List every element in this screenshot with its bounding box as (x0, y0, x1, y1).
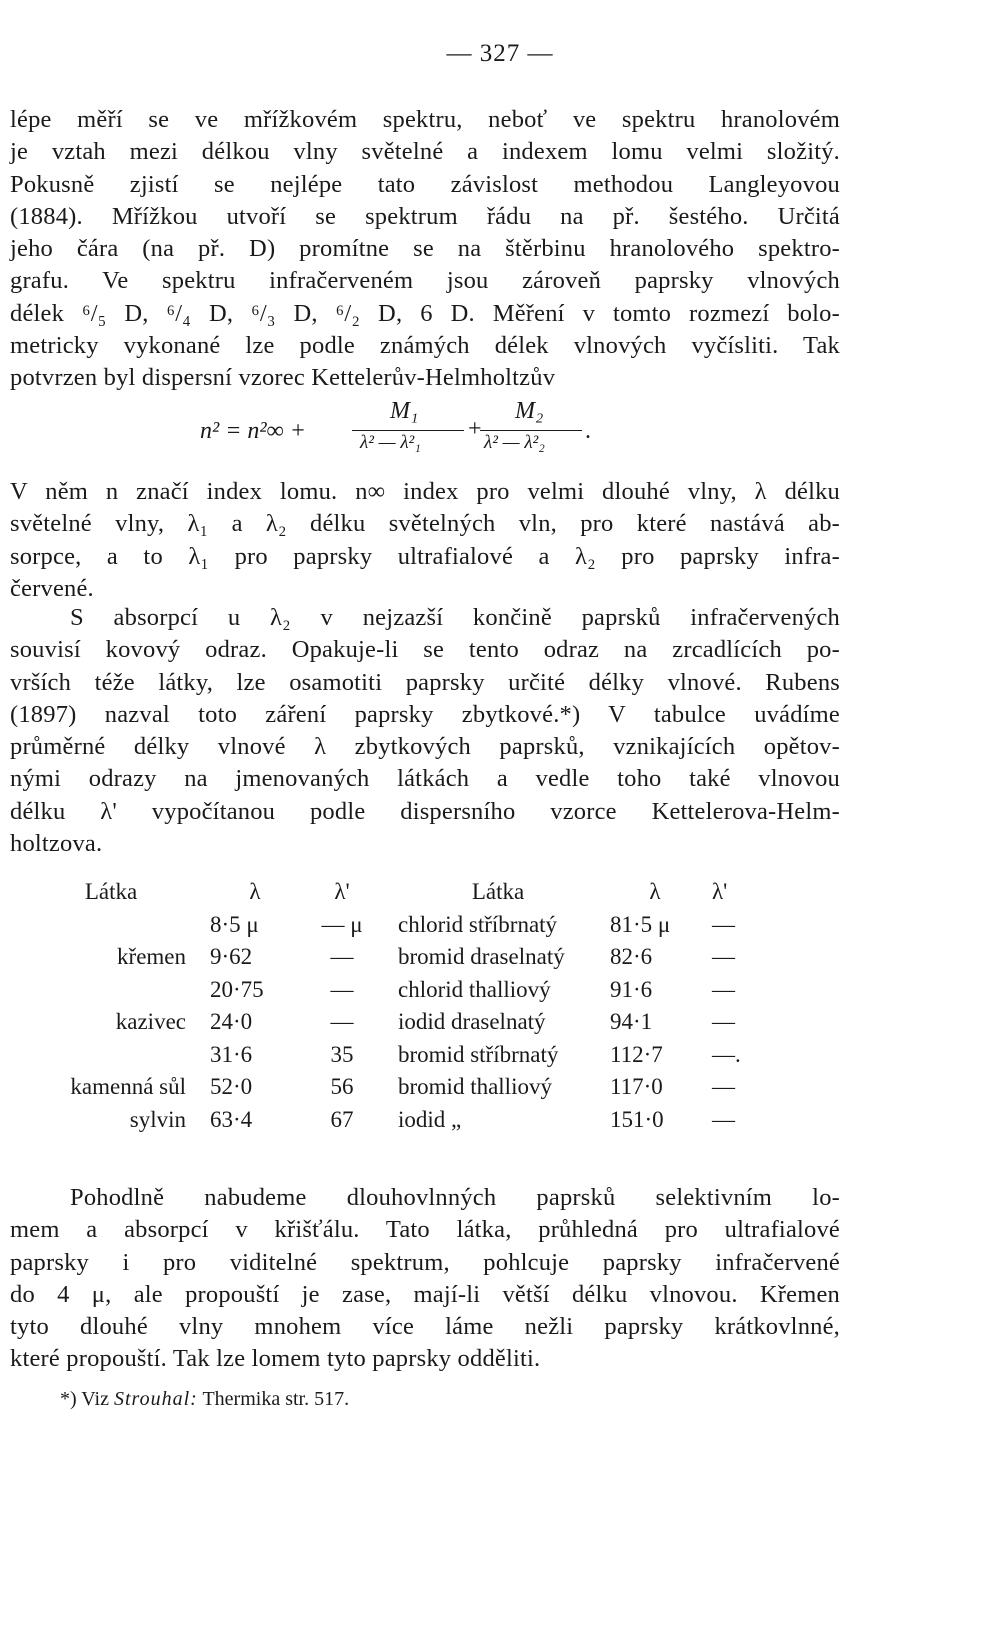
cell-lambda: 20·75 (210, 976, 264, 1002)
cell-substance-2: bromid draselnatý (398, 944, 565, 970)
cell-substance (30, 974, 204, 1007)
cell-lambda-prime-2: — (712, 1009, 735, 1035)
text-line: grafu. Ve spektru infračerveném jsou zároveň paprsky vlnových (10, 267, 840, 295)
header-lambda-2: λ (649, 879, 661, 905)
text-line: do 4 μ, ale propouští je zase, mají-li větší délku vlnovou. Křemen (10, 1280, 840, 1308)
cell-substance: křemen (117, 944, 186, 970)
cell-substance-2: bromid stříbrnatý (398, 1041, 559, 1067)
cell-substance-2: chlorid stříbrnatý (398, 911, 558, 937)
text-line: holtzova. (10, 830, 103, 858)
cell-lambda-2: 112·7 (610, 1041, 663, 1067)
text-line: paprsky i pro viditelné spektrum, pohlcuje paprsky infračervené (10, 1248, 840, 1276)
text-line: červené. (10, 574, 94, 602)
text-line: Pokusně zjistí se nejlépe tato závislost methodou Langleyovou (10, 170, 840, 198)
formula-denominator-2: λ² — λ²₂ (484, 432, 545, 453)
text-line: světelné vlny, λ₁ a λ₂ délku světelných vln, pro které nastává ab- (10, 510, 840, 538)
text-line: (1897) nazval toto záření paprsky zbytkové.*) V tabulce uvádíme (10, 700, 840, 728)
text-line: souvisí kovový odraz. Opakuje-li se tento odraz na zrcadlících po- (10, 636, 840, 664)
cell-lambda-prime-2: — (712, 944, 735, 970)
cell-lambda-prime-2: — (712, 1106, 735, 1132)
text-line: sorpce, a to λ₁ pro paprsky ultrafialové a λ₂ pro paprsky infra- (10, 542, 840, 570)
text-line: Pohodlně nabudeme dlouhovlnných paprsků selektivním lo- (70, 1184, 840, 1211)
text-line: je vztah mezi délkou vlny světelné a indexem lomu velmi složitý. (10, 138, 840, 166)
paragraph-3 (10, 602, 840, 860)
table-row (30, 909, 758, 942)
cell-lambda-2: 91·6 (610, 976, 653, 1002)
formula-denominator-1: λ² — λ²₁ (360, 432, 421, 453)
text-line: metricky vykonané lze podle známých délek vlnových vyčísliti. Tak (10, 332, 840, 360)
cell-substance: kamenná sůl (70, 1074, 186, 1100)
fraction-bar-1 (352, 430, 464, 431)
paragraph-4 (10, 1182, 840, 1376)
table-row (30, 1039, 758, 1072)
table-row (30, 941, 758, 974)
cell-lambda-2: 117·0 (610, 1074, 663, 1100)
cell-lambda-2: 82·6 (610, 944, 653, 970)
cell-substance: kazivec (115, 1009, 186, 1035)
cell-substance-2: bromid thalliový (398, 1074, 552, 1100)
cell-substance-2: chlorid thalliový (398, 976, 551, 1002)
header-lambda-prime-2: λ' (712, 879, 728, 905)
cell-substance (30, 909, 204, 942)
residual-rays-table (30, 876, 758, 1136)
text-line: jeho čára (na př. D) promítne se na štěrbinu hranolového spektro- (10, 235, 840, 263)
cell-lambda-prime: — (330, 1009, 354, 1035)
cell-substance-2: iodid „ (398, 1106, 462, 1132)
cell-lambda-prime: — (330, 944, 354, 970)
text-line: délek ⁶/₅ D, ⁶/₄ D, ⁶/₃ D, ⁶/₂ D, 6 D. Měření v tomto rozmezí bolo- (10, 299, 840, 327)
cell-lambda-prime-2: — (712, 976, 735, 1002)
cell-substance: sylvin (129, 1106, 186, 1132)
fraction-bar-2 (480, 430, 582, 431)
footnote (60, 1388, 349, 1411)
cell-substance-2: iodid draselnatý (398, 1009, 546, 1035)
footnote-text: Thermika str. 517. (202, 1388, 350, 1410)
cell-lambda: 9·62 (210, 944, 253, 970)
formula-numerator-2: M₂ (515, 398, 544, 424)
text-line: mem a absorpcí v křišťálu. Tato látka, průhledná pro ultrafialové (10, 1216, 840, 1244)
cell-lambda: 52·0 (210, 1074, 253, 1100)
header-substance-2: Látka (471, 879, 525, 905)
table-row (30, 1104, 758, 1137)
text-line: vrších téže látky, lze osamotiti paprsky určité délky vlnové. Rubens (10, 668, 840, 696)
text-line: nými odrazy na jmenovaných látkách a vedle toho také vlnovou (10, 765, 840, 793)
cell-substance (30, 1039, 204, 1072)
cell-lambda-prime: 35 (330, 1041, 354, 1067)
formula-lhs: n² = n²∞ + (200, 418, 306, 444)
cell-lambda-2: 151·0 (610, 1106, 664, 1132)
formula-period: . (585, 418, 591, 444)
text-line: lépe měří se ve mřížkovém spektru, neboť ve spektru hranolovém (10, 106, 840, 133)
paragraph-2 (10, 476, 840, 605)
cell-lambda: 24·0 (210, 1009, 253, 1035)
text-line: V něm n značí index lomu. n∞ index pro velmi dlouhé vlny, λ délku (10, 478, 840, 505)
table-row (30, 1006, 758, 1039)
cell-lambda: 63·4 (210, 1106, 253, 1132)
cell-lambda-prime-2: —. (712, 1041, 741, 1067)
footnote-author: Strouhal: (113, 1388, 198, 1410)
text-line: délku λ' vypočítanou podle dispersního vzorce Kettelerova-Helm- (10, 797, 840, 825)
cell-lambda-prime-2: — (712, 911, 735, 937)
header-lambda-prime: λ' (334, 879, 350, 905)
header-substance: Látka (84, 879, 138, 905)
table-header-row (30, 876, 758, 909)
page-number: — 327 — (446, 40, 554, 67)
cell-lambda-prime: — (330, 976, 354, 1002)
text-line: potvrzen byl dispersní vzorec Kettelerův-Helmholtzův (10, 364, 556, 392)
table-row (30, 1071, 758, 1104)
cell-lambda-prime: 56 (330, 1074, 354, 1100)
cell-lambda-2: 81·5 μ (610, 911, 671, 937)
cell-lambda-prime: 67 (330, 1106, 354, 1132)
header-lambda: λ (249, 879, 261, 905)
text-line: které propouští. Tak lze lomem tyto paprsky odděliti. (10, 1345, 541, 1373)
table-row (30, 974, 758, 1007)
cell-lambda-2: 94·1 (610, 1009, 653, 1035)
text-line: tyto dlouhé vlny mnohem více láme nežli paprsky krátkovlnné, (10, 1313, 840, 1341)
cell-lambda: 31·6 (210, 1041, 253, 1067)
formula-numerator-1: M₁ (390, 398, 419, 424)
text-line: S absorpcí u λ₂ v nejzazší končině paprsků infračervených (70, 604, 840, 631)
cell-lambda-prime: — μ (321, 911, 363, 937)
text-line: (1884). Mřížkou utvoří se spektrum řádu na př. šestého. Určitá (10, 202, 840, 230)
dispersion-formula (0, 400, 1000, 470)
formula-plus: + (468, 416, 482, 442)
cell-lambda-prime-2: — (712, 1074, 735, 1100)
cell-lambda: 8·5 μ (210, 911, 259, 937)
paragraph-1 (10, 104, 840, 395)
footnote-mark: *) Viz (60, 1388, 109, 1410)
text-line: průměrné délky vlnové λ zbytkových paprsků, vznikajících opětov- (10, 733, 840, 761)
